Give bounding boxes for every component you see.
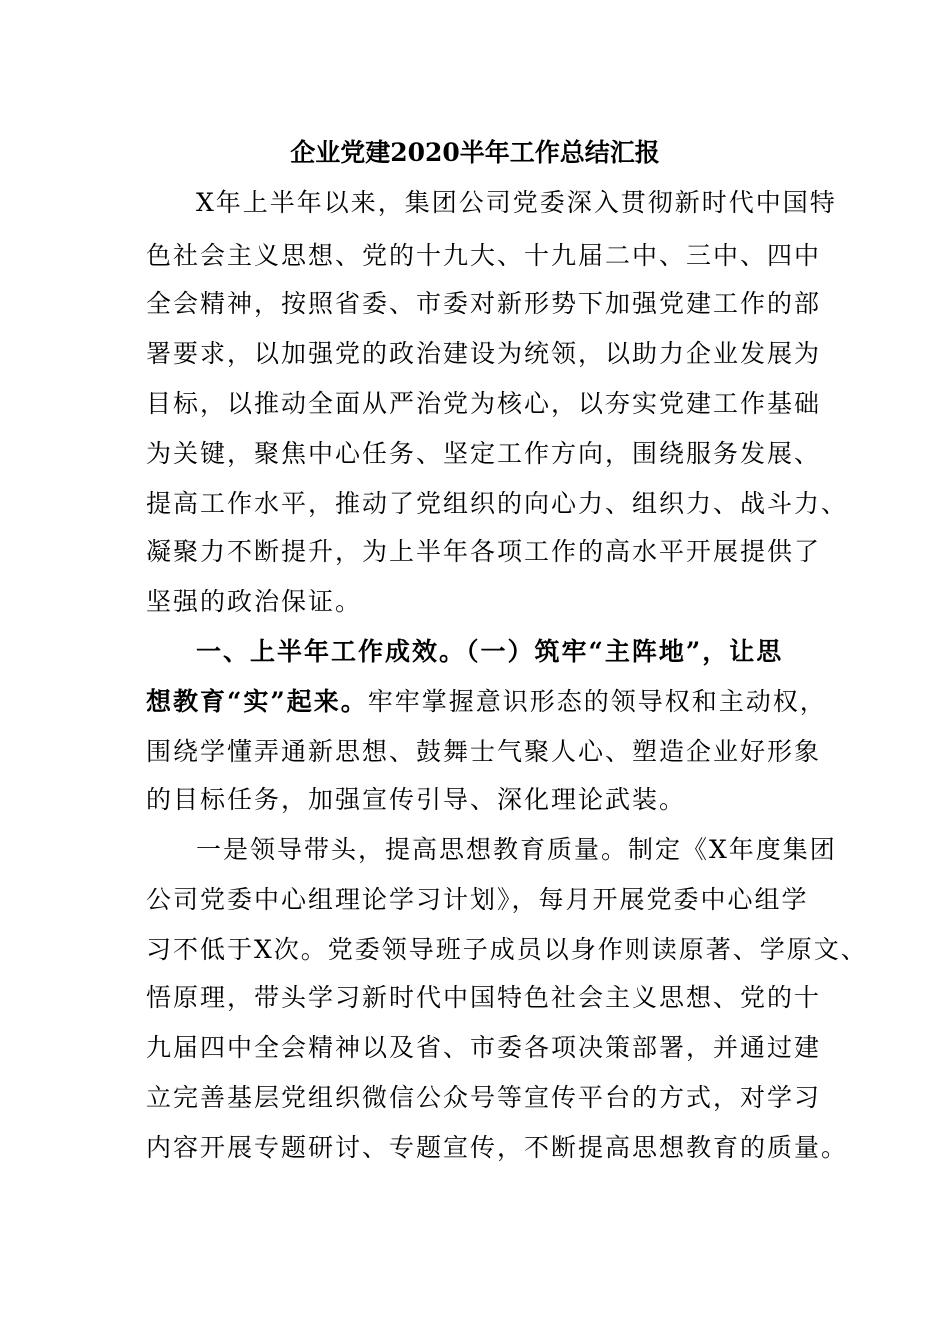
section1-heading-continued: 想教育“实”起来。 bbox=[146, 687, 368, 716]
paragraph3-line-6: 立完善基层党组织微信公众号等宣传平台的方式，对学习 bbox=[146, 1083, 822, 1112]
paragraph1-line-2: 色社会主义思想、党的十九大、十九届二中、三中、四中 bbox=[146, 241, 822, 270]
section1-line-3: 围绕学懂弄通新思想、鼓舞士气聚人心、塑造企业好形象 bbox=[146, 737, 822, 766]
section1-line-2-text: 牢牢掌握意识形态的领导权和主动权， bbox=[367, 687, 827, 716]
section1-heading: 一、上半年工作成效。（一）筑牢“主阵地”，让思 bbox=[196, 637, 784, 666]
paragraph3-line-4: 悟原理，带头学习新时代中国特色社会主义思想、党的十 bbox=[146, 983, 822, 1012]
paragraph1-line-1: X年上半年以来，集团公司党委深入贯彻新时代中国特 bbox=[196, 188, 837, 217]
paragraph1-line-3: 全会精神，按照省委、市委对新形势下加强党建工作的部 bbox=[146, 289, 822, 318]
paragraph1-line-5: 目标，以推动全面从严治党为核心，以夯实党建工作基础 bbox=[146, 389, 822, 418]
paragraph1-line-4: 署要求，以加强党的政治建设为统领，以助力企业发展为 bbox=[146, 339, 822, 368]
section1-line-2 bbox=[146, 682, 827, 722]
paragraph3-line-5: 九届四中全会精神以及省、市委各项决策部署，并通过建 bbox=[146, 1033, 822, 1062]
document-title: 企业党建2020半年工作总结汇报 bbox=[290, 138, 660, 167]
paragraph1-line-6: 为关键，聚焦中心任务、坚定工作方向，围绕服务发展、 bbox=[146, 439, 822, 468]
paragraph3-line-1: 一是领导带头，提高思想教育质量。制定《X年度集团 bbox=[196, 835, 837, 864]
section1-line-4: 的目标任务，加强宣传引导、深化理论武装。 bbox=[146, 785, 687, 814]
paragraph1-line-7: 提高工作水平，推动了党组织的向心力、组织力、战斗力、 bbox=[146, 489, 849, 518]
paragraph3-line-7: 内容开展专题研讨、专题宣传，不断提高思想教育的质量。 bbox=[146, 1133, 849, 1162]
paragraph3-line-2: 公司党委中心组理论学习计划》，每月开展党委中心组学 bbox=[146, 885, 809, 914]
paragraph1-line-8: 凝聚力不断提升，为上半年各项工作的高水平开展提供了 bbox=[146, 537, 822, 566]
paragraph1-line-9: 坚强的政治保证。 bbox=[146, 587, 363, 616]
paragraph3-line-3: 习不低于X次。党委领导班子成员以身作则读原著、学原文、 bbox=[146, 935, 868, 964]
